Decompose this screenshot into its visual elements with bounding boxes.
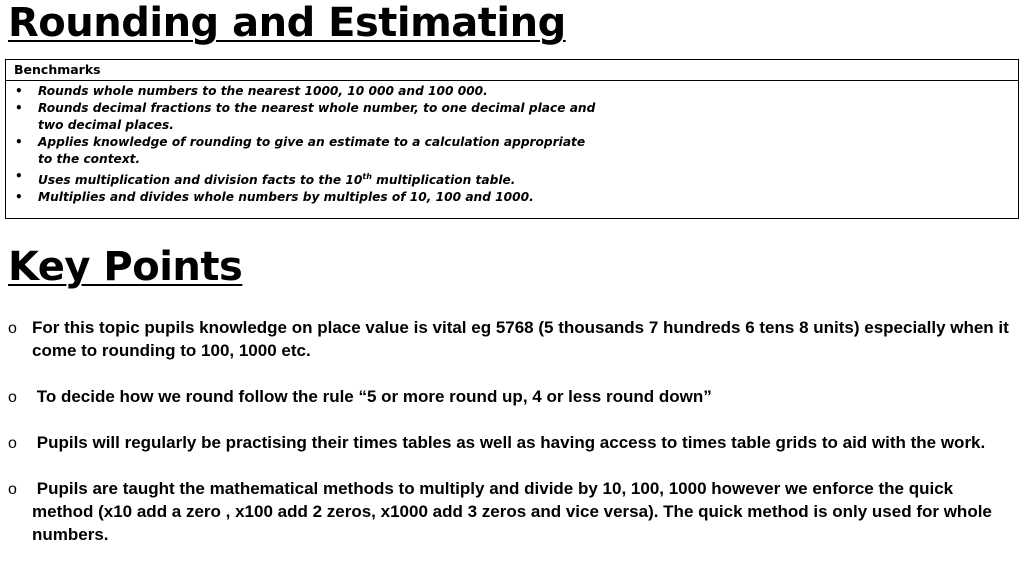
- benchmark-item: • Uses multiplication and division facts to the 10th multiplication table.: [15, 169, 516, 188]
- bullet-icon: •: [15, 135, 23, 149]
- circle-bullet-icon: o: [8, 320, 17, 337]
- benchmark-item: • Rounds whole numbers to the nearest 1000, 10 000 and 100 000.: [15, 84, 488, 98]
- key-point-item: o Pupils are taught the mathematical methods to multiply and divide by 10, 100, 1000 however we enforce the quick method (x10 add a zero , x100 add 2 zeros, x1000 add 3 zeros and vice versa). The quick method is only used for whole numbers.: [8, 479, 997, 544]
- key-points-title: Key Points: [8, 244, 243, 290]
- bullet-icon: •: [15, 84, 23, 98]
- circle-bullet-icon: o: [8, 435, 17, 452]
- bullet-icon: •: [15, 190, 23, 205]
- benchmark-item: • Applies knowledge of rounding to give an estimate to a calculation appropriate to the context.: [15, 135, 586, 166]
- benchmarks-list: [6, 83, 598, 206]
- key-point-item: o For this topic pupils knowledge on place value is vital eg 5768 (5 thousands 7 hundreds 6 tens 8 units) especially when it come to rounding to 100, 1000 etc.: [8, 318, 1014, 360]
- benchmark-item: • Multiplies and divides whole numbers by multiples of 10, 100 and 1000.: [15, 190, 534, 205]
- key-point-item: o To decide how we round follow the rule “5 or more round up, 4 or less round down”: [0, 385, 1010, 408]
- page-title: Rounding and Estimating: [8, 0, 566, 46]
- bullet-icon: •: [15, 169, 23, 183]
- key-points-list: [0, 316, 1014, 569]
- bullet-icon: •: [15, 101, 23, 115]
- circle-bullet-icon: o: [8, 389, 17, 406]
- benchmark-item: • Rounds decimal fractions to the nearest whole number, to one decimal place and two decimal places.: [15, 101, 596, 132]
- circle-bullet-icon: o: [8, 481, 17, 498]
- benchmarks-table: [5, 59, 1019, 219]
- key-point-item: o Pupils will regularly be practising their times tables as well as having access to times table grids to aid with the work.: [0, 431, 1010, 454]
- benchmarks-heading: Benchmarks: [6, 60, 1018, 81]
